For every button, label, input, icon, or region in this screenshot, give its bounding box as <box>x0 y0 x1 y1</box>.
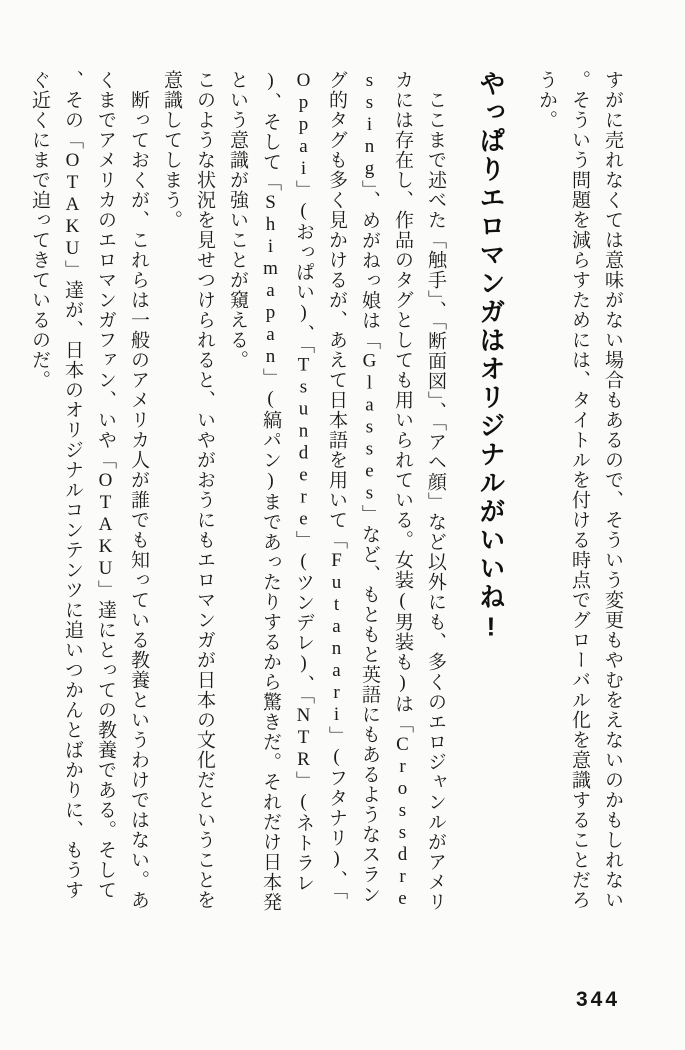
vertical-text-block <box>23 70 629 912</box>
paragraph-continuation: すがに売れなくては意味がない場合もあるので、そういう変更もやむをえないのかもしれない。そういう問題を減らすためには、タイトルを付ける時点でグローバル化を意識することだろうか。 <box>536 70 623 910</box>
section-heading: やっぱりエロマンガはオリジナルがいいね! <box>476 70 506 644</box>
paragraph-japan-culture: このような状況を見せつけられると、いやがおうにもエロマンガが日本の文化だということを意識してしまう。 <box>161 70 215 910</box>
page-number: 344 <box>576 988 621 1011</box>
paragraph-otaku-education: 断っておくが、これらは一般のアメリカ人が誰でも知っている教養というわけではない。あくまでアメリカのエロマンガファン、いや「OTAKU」達にとっての教養である。そして、その「OTAKU」達が、日本のオリジナルコンテンツに追いつかんとばかりに、もうすぐ近くにまで迫ってきているのだ。 <box>29 70 149 910</box>
paragraph-genre-tags: ここまで述べた「触手」、「断面図」、「アヘ顔」など以外にも、多くのエロジャンルがアメリカには存在し、作品のタグとしても用いられている。女装(男装も)は「Crossdressing」、めがねっ娘は「Glasses」など、もともと英語にもあるようなスラング的タグも多く見かけるが、あえて日本語を用いて「Futanari」(フタナリ)、「Oppai」(おっぱい)、「Tsundere」(ツンデレ)、「NTR」(ネトラレ)、そして「Shimapan」(縞パン)まであったりするから驚きだ。それだけ日本発という意識が強いことが窺える。 <box>227 70 446 912</box>
